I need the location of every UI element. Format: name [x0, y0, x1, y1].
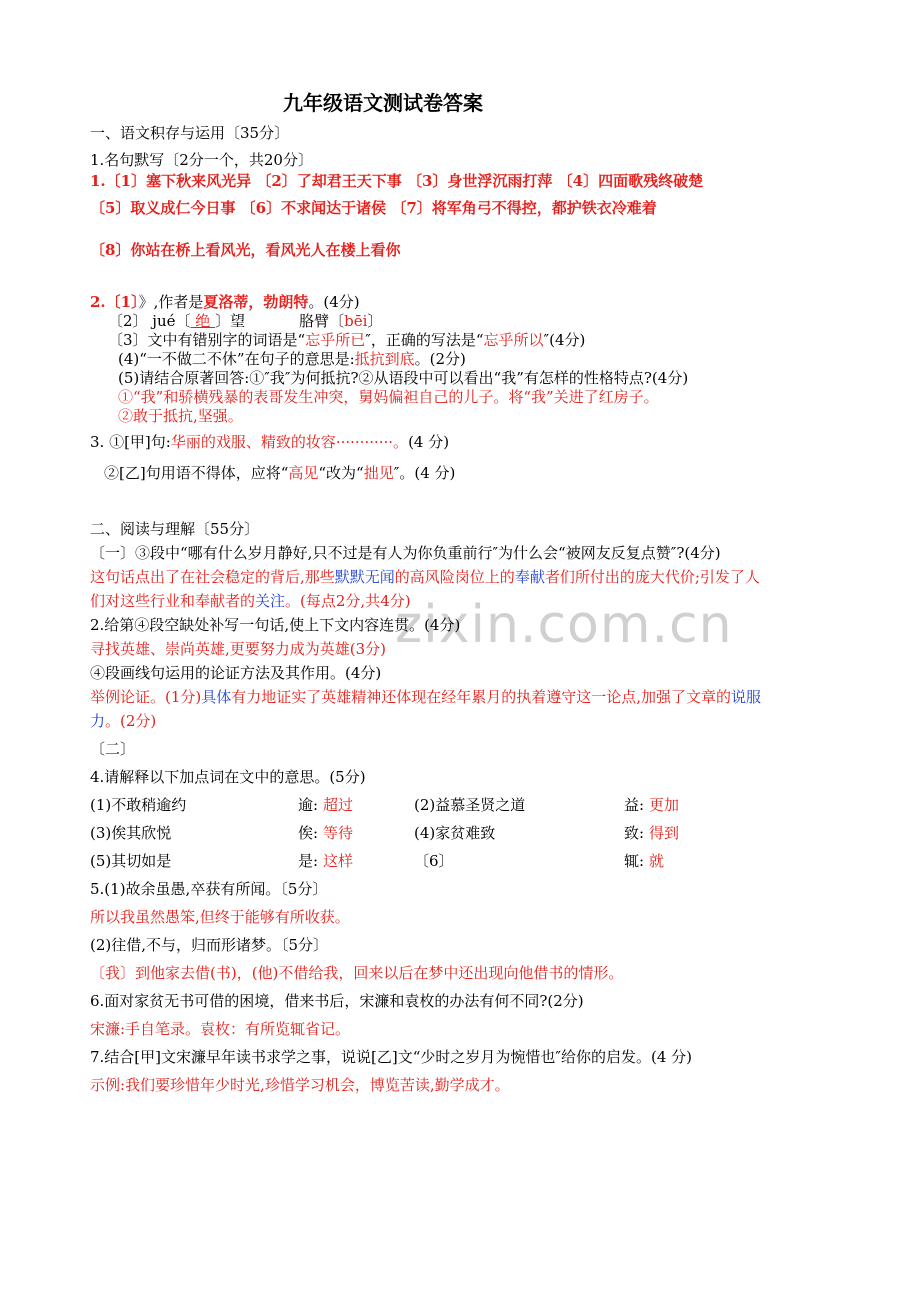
- r1-answer-line1-p1: 这句话点出了在社会稳定的背后,那些: [90, 568, 335, 586]
- r3-answer-line2-p1: 力: [90, 712, 106, 730]
- r2-answer: 寻找英雄、崇尚英雄,更要努力成为英雄(3分): [90, 640, 387, 658]
- q3-part2-score: ″。(4 分): [393, 464, 456, 482]
- q7-prompt: 7.结合[甲]文宋濂早年读书求学之事，说说[乙]文“少时之岁月为惋惜也″给你的启发。(4 分): [90, 1048, 693, 1066]
- q2-part3-answer2: 忘乎所以: [483, 331, 544, 349]
- q2-part3-score: ″(4分): [543, 331, 586, 349]
- q4-row3-item2: 〔6〕: [414, 852, 454, 870]
- q7-answer: 示例:我们要珍惜年少时光,珍惜学习机会，博览苦读,勤学成才。: [90, 1076, 510, 1094]
- r1-answer-line2-p2: 关注: [255, 592, 286, 610]
- q2-part5-answer1: ①“我”和骄横残暴的表哥发生冲突，舅妈偏袒自己的儿子。将“我”关进了红房子。: [118, 388, 659, 406]
- q4-row3-key2: 辄:: [624, 852, 645, 870]
- r3-answer-line2-p2: 。(2分): [105, 712, 157, 730]
- q3-part2-answer2: 拙见: [363, 464, 394, 482]
- q1-prompt: 1.名句默写〔2分一个，共20分〕: [90, 151, 313, 169]
- q4-prompt: 4.请解释以下加点词在文中的意思。(5分): [90, 768, 366, 786]
- q2-part1: [90, 292, 360, 312]
- q3-part1: [90, 432, 449, 452]
- q6-answer: 宋濂:手自笔录。袁枚：有所览辄省记。: [90, 1020, 351, 1038]
- q2-part2-answer2: bēi: [344, 312, 368, 330]
- q4-row1-item2: (2)益慕圣贤之道: [414, 796, 526, 814]
- r3-answer-line1-p1: 举例论证。(1分): [90, 688, 202, 706]
- r1-question: 〔一〕③段中“哪有什么岁月静好,只不过是有人为你负重前行″为什么会“被网友反复点赞″?(4分): [90, 544, 721, 562]
- q2-part1-text: 》,作者是: [138, 293, 204, 311]
- q1-answer-line3: 〔8〕你站在桥上看风光，看风光人在楼上看你: [90, 241, 401, 259]
- q2-part1-number: 2.〔1〕: [90, 293, 139, 311]
- q2-part4-prefix: (4)“一不做二不休”在句子的意思是:: [118, 350, 355, 368]
- q4-row1-item1: (1)不敢稍逾约: [90, 796, 187, 814]
- q4-row3-item1: (5)其切如是: [90, 852, 172, 870]
- q1-answer-line1: 1.〔1〕塞下秋来风光异 〔2〕了却君王天下事 〔3〕身世浮沉雨打萍 〔4〕四面歌残终破楚: [90, 172, 704, 190]
- section1-heading: 一、语文积存与运用〔35分〕: [90, 124, 290, 142]
- q3-part1-score: (4 分): [408, 433, 450, 451]
- q3-part1-answer: 华丽的戏服、精致的妆容············。: [170, 433, 409, 451]
- section2-heading: 二、阅读与理解〔55分〕: [90, 520, 260, 538]
- q4-row1-key1: 逾:: [298, 796, 319, 814]
- q3-part2-mid: “改为“: [318, 464, 364, 482]
- r1-answer-line2-p1: 们对这些行业和奉献者的: [90, 592, 256, 610]
- r3-answer-line1-p3: 有力地证实了英雄精神还体现在经年累月的执着遵守这一论点,加强了文章的: [231, 688, 732, 706]
- q2-part3: [108, 330, 585, 350]
- r3-question: ④段画线句运用的论证方法及其作用。(4分): [90, 664, 382, 682]
- q2-part2-mid: 〕望: [215, 312, 246, 330]
- q2-part3-answer1: 忘乎所已: [305, 331, 366, 349]
- q2-part3-mid: ″，正确的写法是“: [365, 331, 484, 349]
- q2-part2-word: 胳臂: [299, 312, 330, 330]
- q1-answer-line2: 〔5〕取义成仁今日事 〔6〕不求闻达于诸侯 〔7〕将军角弓不得控，都护铁衣冷难着: [90, 199, 657, 217]
- watermark: zixin.com.cn: [395, 595, 733, 655]
- q5-part2-answer: 〔我〕到他家去借(书)，(他)不借给我，回来以后在梦中还出现向他借书的情形。: [90, 964, 624, 982]
- q2-part4-answer: 抵抗到底: [354, 350, 415, 368]
- r1-answer-line1: [90, 567, 760, 587]
- part2-label: 〔二〕: [90, 740, 136, 758]
- r1-answer-line1-p4: 奉献: [514, 568, 545, 586]
- q2-part5-answer2: ②敢于抵抗,坚强。: [118, 407, 243, 425]
- q2-part1-score: 。(4分): [308, 293, 360, 311]
- q4-row2-item1: (3)俟其欣悦: [90, 824, 172, 842]
- r3-answer-line2: [90, 711, 156, 731]
- r1-answer-line2: [90, 591, 411, 611]
- q3-part2: [104, 463, 455, 483]
- q2-part3-prefix: 〔3〕文中有错别字的词语是“: [108, 331, 306, 349]
- q5-part1-prompt: 5.(1)故余虽愚,卒获有所闻。〔5分〕: [90, 880, 328, 898]
- q4-row2-ans2: 得到: [649, 824, 680, 842]
- q4-row2-ans1: 等待: [323, 824, 354, 842]
- q5-part1-answer: 所以我虽然愚笨,但终于能够有所收获。: [90, 908, 350, 926]
- q3-part2-prefix: ②[乙]句用语不得体，应将“: [104, 464, 289, 482]
- q4-row3-ans1: 这样: [323, 852, 354, 870]
- q4-row1-ans1: 超过: [323, 796, 354, 814]
- q2-part2-bracket-open: 〔: [329, 312, 345, 330]
- r1-answer-line1-p3: 的高风险岗位上的: [394, 568, 515, 586]
- q2-part5-prompt: (5)请结合原著回答:①″我″为何抵抗?②从语段中可以看出“我”有怎样的性格特点?(4分): [118, 369, 689, 387]
- q4-row3-key1: 是:: [298, 852, 319, 870]
- r3-answer-line1-p2: 具体: [201, 688, 232, 706]
- q4-row2-item2: (4)家贫难致: [414, 824, 496, 842]
- r1-answer-line1-p5: 者们所付出的庞大代价;引发了人: [544, 568, 760, 586]
- q2-part2-prefix: 〔2〕 jué〔: [108, 312, 191, 330]
- q4-row2-key1: 俟:: [298, 824, 319, 842]
- q2-part4: [118, 349, 466, 369]
- q5-part2-prompt: (2)往借,不与，归而形诸梦。〔5分〕: [90, 936, 329, 954]
- q2-part4-score: 。(2分): [414, 350, 466, 368]
- q6-prompt: 6.面对家贫无书可借的困境，借来书后，宋濂和袁枚的办法有何不同?(2分): [90, 992, 584, 1010]
- q3-part2-answer1: 高见: [288, 464, 319, 482]
- q2-part2-bracket-close: 〕: [367, 312, 383, 330]
- q4-row1-ans2: 更加: [649, 796, 680, 814]
- r1-answer-line2-p3: 。(每点2分,共4分): [285, 592, 411, 610]
- q3-part1-prefix: 3. ①[甲]句:: [90, 433, 171, 451]
- q2-part2-answer1: 绝: [190, 312, 216, 330]
- q4-row2-key2: 致:: [624, 824, 645, 842]
- q4-row1-key2: 益:: [624, 796, 645, 814]
- r3-answer-line1: [90, 687, 761, 707]
- r2-question: 2.给第④段空缺处补写一句话,使上下文内容连贯。(4分): [90, 616, 461, 634]
- q4-row3-ans2: 就: [649, 852, 665, 870]
- q2-part2: [108, 311, 382, 331]
- r3-answer-line1-p4: 说服: [731, 688, 762, 706]
- q2-part1-answer: 夏洛蒂，勃朗特: [203, 293, 309, 311]
- r1-answer-line1-p2: 默默无闻: [334, 568, 395, 586]
- page-title: 九年级语文测试卷答案: [283, 91, 483, 115]
